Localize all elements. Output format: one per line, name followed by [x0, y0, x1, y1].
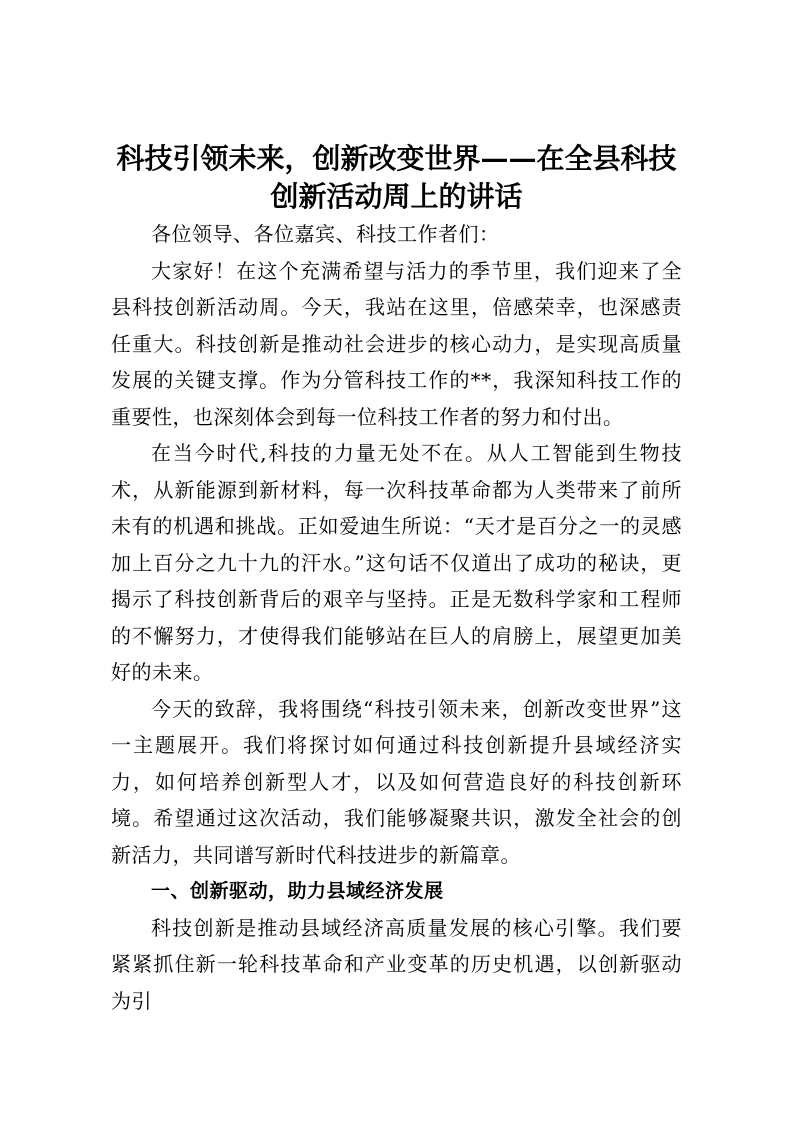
title-line-2: 创新活动周上的讲话 — [270, 180, 523, 213]
paragraph-greeting: 大家好！在这个充满希望与活力的季节里，我们迎来了全县科技创新活动周。今天，我站在这里，倍感荣幸，也深感责任重大。科技创新是推动社会进步的核心动力，是实现高质量发展的关键支撑。作为分管科技工作的**，我深知科技工作的重要性，也深刻体会到每一位科技工作者的努力和付出。 — [111, 258, 682, 429]
section-1-paragraph: 科技创新是推动县域经济高质量发展的核心引擎。我们要紧紧抓住新一轮科技革命和产业变革的历史机遇，以创新驱动为引 — [111, 915, 682, 1013]
section-heading-1: 一、创新驱动，助力县域经济发展 — [151, 880, 444, 902]
paragraph-era: 在当今时代,科技的力量无处不在。从人工智能到生物技术，从新能源到新材料，每一次科技革命都为人类带来了前所未有的机遇和挑战。正如爱迪生所说：“天才是百分之一的灵感加上百分之九十九的汗水。”这句话不仅道出了成功的秘诀，更揭示了科技创新背后的艰辛与坚持。正是无数科学家和工程师的不懈努力，才使得我们能够站在巨人的肩膀上，展望更加美好的未来。 — [111, 441, 682, 684]
paragraph-theme: 今天的致辞，我将围绕“科技引领未来，创新改变世界”这一主题展开。我们将探讨如何通过科技创新提升县域经济实力，如何培养创新型人才，以及如何营造良好的科技创新环境。希望通过这次活动，我们能够凝聚共识，激发全社会的创新活力，共同谱写新时代科技进步的新篇章。 — [111, 696, 682, 867]
title-line-1: 科技引领未来，创新改变世界——在全县科技 — [116, 142, 677, 175]
document-title — [111, 140, 682, 216]
document-body — [111, 140, 682, 1019]
salutation: 各位领导、各位嘉宾、科技工作者们： — [151, 222, 500, 246]
